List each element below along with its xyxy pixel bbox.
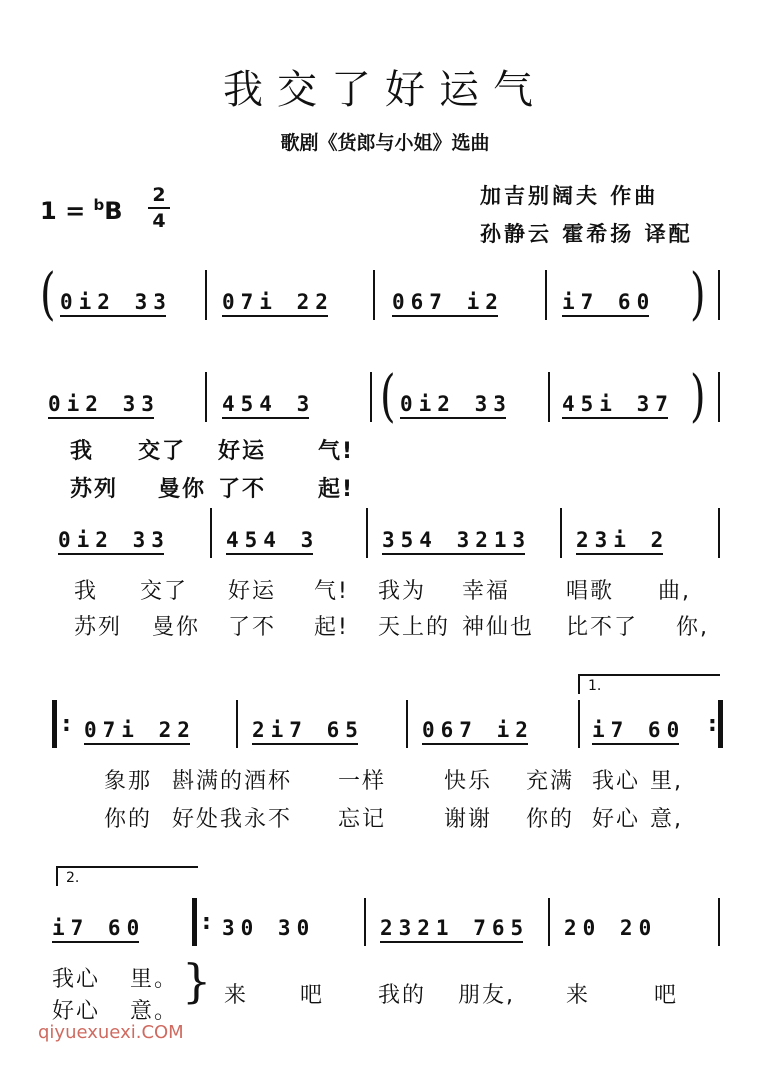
lyric: 谢谢 bbox=[444, 807, 493, 832]
key-note: B bbox=[104, 197, 123, 225]
s3-measure-1: 0i2 33 bbox=[58, 528, 170, 552]
translator-credit: 孙静云 霍希扬 译配 bbox=[480, 222, 693, 246]
s4-measure-3: 067 i2 bbox=[422, 718, 534, 742]
barline bbox=[560, 508, 562, 558]
lyric: 了不 bbox=[218, 477, 267, 502]
lyric: 你的 bbox=[104, 807, 153, 832]
s4-measure-4: i7 60 bbox=[592, 718, 686, 742]
lyric: 快乐 bbox=[444, 769, 493, 794]
s1-measure-2: 07i 22 bbox=[222, 290, 334, 314]
composer-credit: 加吉别阔夫 作曲 bbox=[480, 184, 659, 208]
lyric: 交了 bbox=[140, 579, 189, 604]
barline bbox=[366, 508, 368, 558]
lyric: 里。 bbox=[130, 967, 179, 992]
lyric: 斟满的酒杯 bbox=[172, 769, 293, 794]
lyric: 好处我永不 bbox=[172, 807, 293, 832]
lyric: 神仙也 bbox=[462, 615, 535, 640]
lyric: 意, bbox=[650, 807, 683, 832]
barline bbox=[370, 372, 372, 422]
lyric: 里, bbox=[650, 769, 683, 794]
volta-1-label: 1. bbox=[588, 678, 602, 694]
close-paren: ) bbox=[690, 364, 706, 430]
volta-1 bbox=[578, 674, 720, 694]
s1-measure-3: 067 i2 bbox=[392, 290, 504, 314]
key-equals: = bbox=[65, 197, 86, 225]
barline bbox=[364, 898, 366, 946]
lyric: 我心 bbox=[592, 769, 641, 794]
s3-measure-3: 354 3213 bbox=[382, 528, 532, 552]
lyric: 比不了 bbox=[566, 615, 639, 640]
s2-measure-2: 454 3 bbox=[222, 392, 316, 416]
lyric: 吧 bbox=[300, 983, 325, 1008]
lyric: 我为 bbox=[378, 579, 427, 604]
lyric: 好运 bbox=[218, 439, 267, 464]
repeat-start-bar bbox=[52, 700, 57, 748]
watermark: qiyuexuexi.COM bbox=[38, 1022, 184, 1043]
barline bbox=[236, 700, 238, 748]
lyric: 我心 bbox=[52, 967, 101, 992]
time-signature bbox=[148, 184, 170, 232]
lyric: 你的 bbox=[526, 807, 575, 832]
barline bbox=[545, 270, 547, 320]
lyric: 好心 bbox=[52, 999, 101, 1024]
s2-measure-4: 45i 37 bbox=[562, 392, 674, 416]
key-flat: b bbox=[93, 196, 105, 214]
lyric: 来 bbox=[224, 983, 249, 1008]
barline-final bbox=[718, 508, 720, 558]
lyric: 朋友, bbox=[458, 983, 515, 1008]
lyric: 忘记 bbox=[338, 807, 387, 832]
open-paren: ( bbox=[380, 364, 396, 430]
close-paren: ) bbox=[690, 262, 706, 328]
repeat-dots: : bbox=[62, 712, 71, 737]
barline-final bbox=[718, 270, 720, 320]
lyric: 起! bbox=[314, 615, 349, 640]
s1-measure-4: i7 60 bbox=[562, 290, 656, 314]
lyric: 交了 bbox=[138, 439, 187, 464]
barline bbox=[373, 270, 375, 320]
s5-measure-3: 2321 765 bbox=[380, 916, 530, 940]
lyric: 幸福 bbox=[462, 579, 511, 604]
s5-measure-2: 30 30 bbox=[222, 916, 316, 940]
lyric-bracket: } bbox=[182, 954, 212, 1008]
barline-final bbox=[718, 898, 720, 946]
barline bbox=[205, 372, 207, 422]
time-signature-line bbox=[148, 207, 170, 209]
lyric: 气! bbox=[314, 579, 349, 604]
lyric: 苏列 bbox=[74, 615, 123, 640]
lyric: 意。 bbox=[130, 999, 179, 1024]
s4-measure-1: 07i 22 bbox=[84, 718, 196, 742]
barline bbox=[210, 508, 212, 558]
barline-final bbox=[718, 372, 720, 422]
song-subtitle: 歌剧《货郎与小姐》选曲 bbox=[280, 132, 490, 154]
lyric: 我 bbox=[74, 579, 99, 604]
s5-measure-1: i7 60 bbox=[52, 916, 146, 940]
barline bbox=[548, 372, 550, 422]
barline bbox=[205, 270, 207, 320]
lyric: 来 bbox=[566, 983, 591, 1008]
lyric: 吧 bbox=[654, 983, 679, 1008]
s3-measure-4: 23i 2 bbox=[576, 528, 670, 552]
lyric: 你, bbox=[676, 615, 709, 640]
lyric: 天上的 bbox=[378, 615, 451, 640]
s3-measure-2: 454 3 bbox=[226, 528, 320, 552]
lyric: 了不 bbox=[228, 615, 277, 640]
lyric: 一样 bbox=[338, 769, 387, 794]
repeat-start-bar bbox=[192, 898, 197, 946]
barline bbox=[578, 700, 580, 748]
lyric: 曼你 bbox=[158, 477, 207, 502]
s1-measure-1: 0i2 33 bbox=[60, 290, 172, 314]
open-paren: ( bbox=[40, 262, 56, 328]
lyric: 我的 bbox=[378, 983, 427, 1008]
lyric: 苏列 bbox=[70, 477, 119, 502]
lyric: 唱歌 bbox=[566, 579, 615, 604]
lyric: 好运 bbox=[228, 579, 277, 604]
key-signature bbox=[40, 196, 123, 225]
song-title: 我交了好运气 bbox=[223, 67, 547, 113]
time-signature-bottom: 4 bbox=[152, 210, 166, 232]
lyric: 充满 bbox=[526, 769, 575, 794]
lyric: 曲, bbox=[658, 579, 691, 604]
s5-measure-4: 20 20 bbox=[564, 916, 658, 940]
volta-2-label: 2. bbox=[66, 870, 80, 886]
repeat-dots: : bbox=[202, 910, 211, 935]
lyric: 曼你 bbox=[152, 615, 201, 640]
repeat-dots: : bbox=[708, 712, 717, 737]
time-signature-top: 2 bbox=[152, 184, 166, 206]
lyric: 气! bbox=[318, 439, 355, 464]
lyric: 象那 bbox=[104, 769, 153, 794]
lyric: 好心 bbox=[592, 807, 641, 832]
s2-measure-1: 0i2 33 bbox=[48, 392, 160, 416]
repeat-end-bar bbox=[718, 700, 723, 748]
lyric: 我 bbox=[70, 439, 95, 464]
s2-measure-3: 0i2 33 bbox=[400, 392, 512, 416]
barline bbox=[406, 700, 408, 748]
lyric: 起! bbox=[318, 477, 355, 502]
volta-2 bbox=[56, 866, 198, 886]
key-one: 1 bbox=[40, 197, 57, 225]
barline bbox=[548, 898, 550, 946]
s4-measure-2: 2i7 65 bbox=[252, 718, 364, 742]
